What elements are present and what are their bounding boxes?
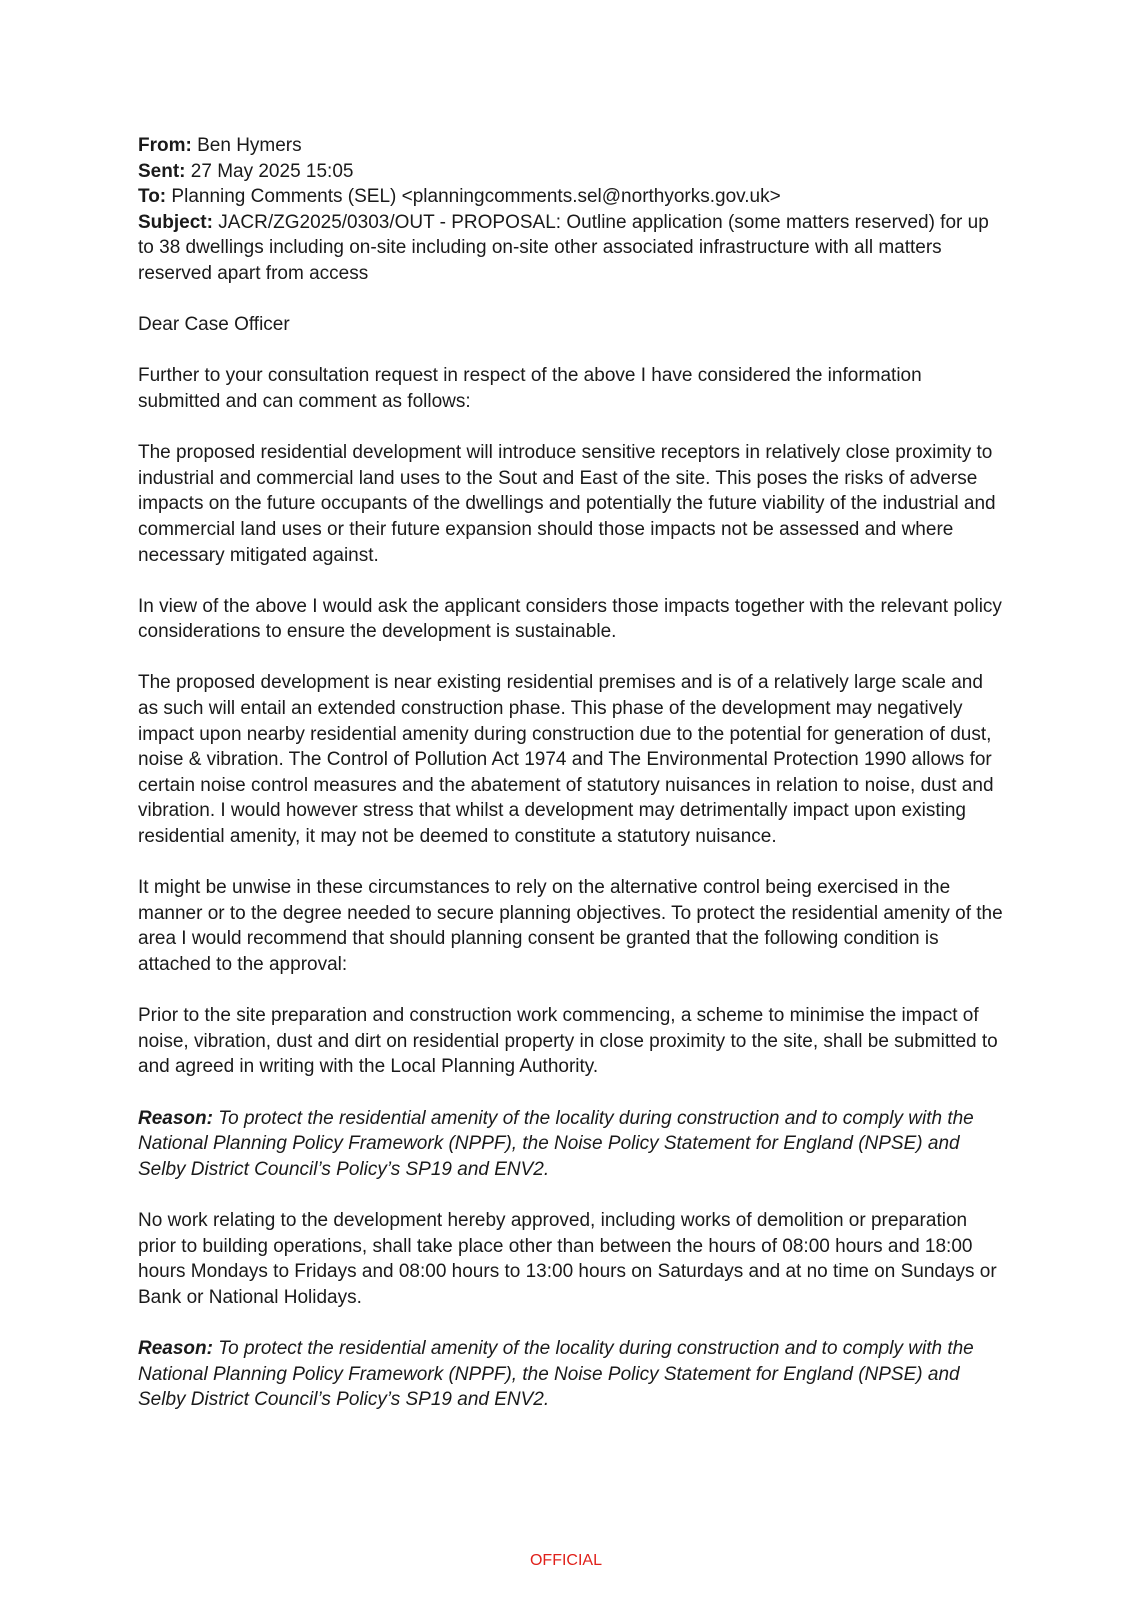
reason-1-text: To protect the residential amenity of the locality during construction and to comply with the National Planning Policy Framework (NPPF), the Noise Policy Statement for England (NPSE) and Selby District Council’s Policy’s SP19 and ENV2. — [138, 1107, 974, 1180]
paragraph-consultation: Further to your consultation request in respect of the above I have considered the information submitted and can comment as follows: — [138, 365, 922, 412]
from-line — [138, 133, 1006, 159]
paragraph-policy-considerations: In view of the above I would ask the applicant considers those impacts together with the relevant policy considerations to ensure the development is sustainable. — [138, 595, 1002, 643]
condition-noise-scheme: Prior to the site preparation and construction work commencing, a scheme to minimise the impact of noise, vibration, dust and dirt on residential property in close proximity to the site, shall be submitted to and agreed in writing with the Local Planning Authority. — [138, 1005, 998, 1078]
email-header — [138, 133, 1006, 287]
from-value: Ben Hymers — [197, 135, 302, 156]
email-document — [138, 133, 1006, 1438]
paragraph-sensitive-receptors: The proposed residential development will introduce sensitive receptors in relatively close proximity to industrial and commercial land uses to the Sout and East of the site. This poses the risks of adverse impacts on the future occupants of the dwellings and potentially the future viability of the industrial and commercial land uses or their future expansion should those impacts not be assessed and where necessary mitigated against. — [138, 442, 996, 566]
sent-label: Sent: — [138, 160, 186, 182]
to-line — [138, 184, 1006, 210]
to-label: To: — [138, 186, 167, 208]
reason-2 — [138, 1336, 1006, 1413]
reason-1 — [138, 1106, 1006, 1183]
to-value: Planning Comments (SEL) <planningcomments.sel@northyorks.gov.uk> — [171, 186, 781, 208]
from-label: From: — [138, 135, 192, 156]
subject-line — [138, 210, 1006, 287]
sent-value: 27 May 2025 15:05 — [190, 160, 354, 182]
reason-1-label: Reason: — [138, 1107, 213, 1129]
classification-footer: OFFICIAL — [529, 1552, 602, 1569]
subject-value: JACR/ZG2025/0303/OUT - PROPOSAL: Outline application (some matters reserved) for up to 38 dwellings including on-site including on-site other associated infrastructure with all matters reserved apart from access — [138, 211, 989, 284]
reason-2-label: Reason: — [138, 1337, 213, 1359]
subject-label: Subject: — [138, 211, 213, 233]
condition-working-hours: No work relating to the development hereby approved, including works of demolition or preparation prior to building operations, shall take place other than between the hours of 08:00 hours and 18:00 hours Mondays to Fridays and 08:00 hours to 13:00 hours on Saturdays and at no time on Sundays or Bank or National Holidays. — [138, 1209, 997, 1308]
salutation: Dear Case Officer — [138, 314, 290, 336]
paragraph-construction-phase: The proposed development is near existing residential premises and is of a relatively large scale and as such will entail an extended construction phase. This phase of the development may negatively impact upon nearby residential amenity during construction due to the potential for generation of dust, noise & vibration. The Control of Pollution Act 1974 and The Environmental Protection 1990 allows for certain noise control measures and the abatement of statutory nuisances in relation to noise, dust and vibration. I would however stress that whilst a development may detrimentally impact upon existing residential amenity, it may not be deemed to constitute a statutory nuisance. — [138, 672, 994, 848]
paragraph-recommendation: It might be unwise in these circumstances to rely on the alternative control being exercised in the manner or to the degree needed to secure planning objectives. To protect the residential amenity of the area I would recommend that should planning consent be granted that the following condition is attached to the approval: — [138, 877, 1003, 975]
reason-2-text: To protect the residential amenity of the locality during construction and to comply with the National Planning Policy Framework (NPPF), the Noise Policy Statement for England (NPSE) and Selby District Council’s Policy’s SP19 and ENV2. — [138, 1337, 974, 1411]
sent-line — [138, 159, 1006, 185]
